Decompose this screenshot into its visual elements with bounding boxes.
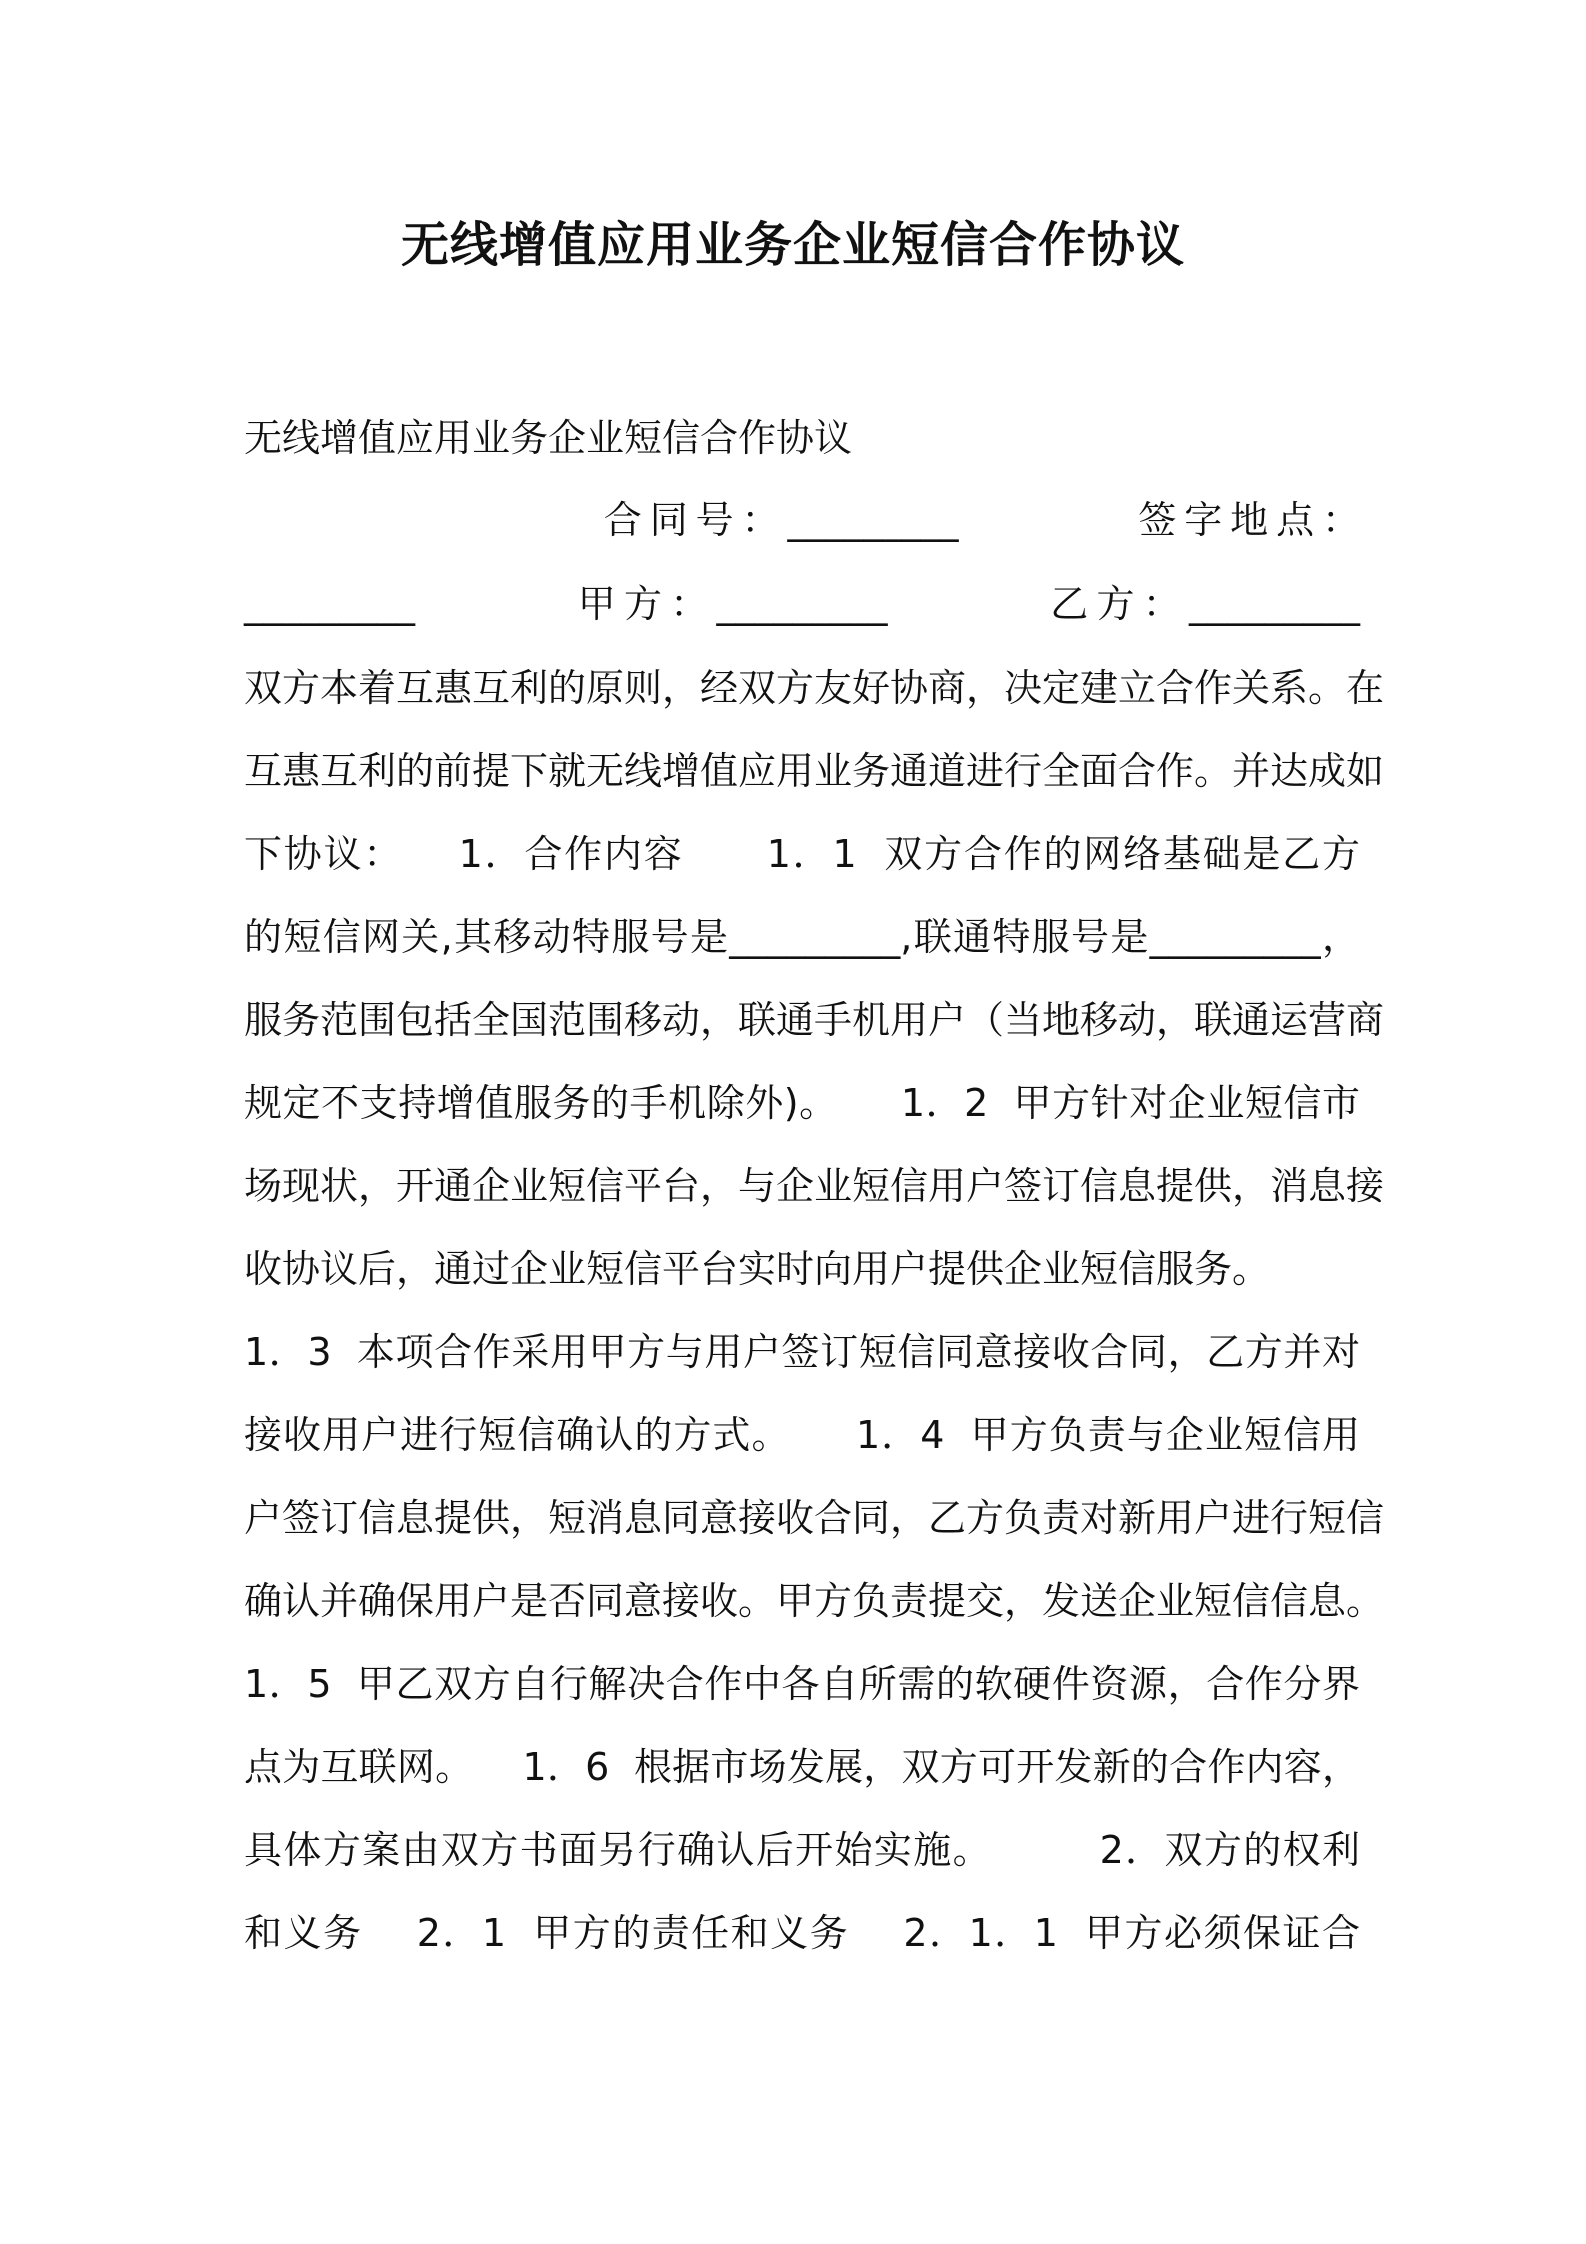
- document-title: 无线增值应用业务企业短信合作协议: [400, 217, 1185, 273]
- body-line: 户签订信息提供，短消息同意接收合同，乙方负责对新用户进行短信: [244, 1496, 1385, 1540]
- body-line: 场现状，开通企业短信平台，与企业短信用户签订信息提供，消息接: [244, 1164, 1385, 1208]
- body-line: 和义务 2．1 甲方的责任和义务 2．1．1 甲方必须保证合: [244, 1911, 1360, 1955]
- body-line: 服务范围包括全国范围移动，联通手机用户（当地移动，联通运营商: [244, 998, 1385, 1042]
- body-line: 收协议后，通过企业短信平台实时向用户提供企业短信服务。: [244, 1247, 1271, 1291]
- body-line: 具体方案由双方书面另行确认后开始实施。 2．双方的权利: [244, 1828, 1360, 1872]
- body-line: 确认并确保用户是否同意接收。甲方负责提交，发送企业短信信息。: [244, 1579, 1385, 1623]
- body-line: 下协议： 1．合作内容 1．1 双方合作的网络基础是乙方: [244, 832, 1360, 876]
- contract-info-line: 合同号：_________ 签字地点：: [244, 498, 1360, 542]
- body-line: 1．5 甲乙双方自行解决合作中各自所需的软硬件资源，合作分界: [244, 1662, 1360, 1706]
- body-line: 点为互联网。 1．6 根据市场发展，双方可开发新的合作内容，: [244, 1745, 1360, 1789]
- body-line: 1．3 本项合作采用甲方与用户签订短信同意接收合同，乙方并对: [244, 1330, 1360, 1374]
- body-line: 接收用户进行短信确认的方式。 1．4 甲方负责与企业短信用: [244, 1413, 1360, 1457]
- body-line: 的短信网关,其移动特服号是_________,联通特服号是_________，: [244, 915, 1360, 959]
- parties-line: _________ 甲方：_________ 乙方：_________: [244, 582, 1360, 626]
- body-line: 互惠互利的前提下就无线增值应用业务通道进行全面合作。并达成如: [244, 749, 1385, 793]
- body-line: 双方本着互惠互利的原则，经双方友好协商，决定建立合作关系。在: [244, 666, 1385, 710]
- body-line: 规定不支持增值服务的手机除外)。 1．2 甲方针对企业短信市: [244, 1081, 1360, 1125]
- subtitle-line: 无线增值应用业务企业短信合作协议: [244, 416, 853, 460]
